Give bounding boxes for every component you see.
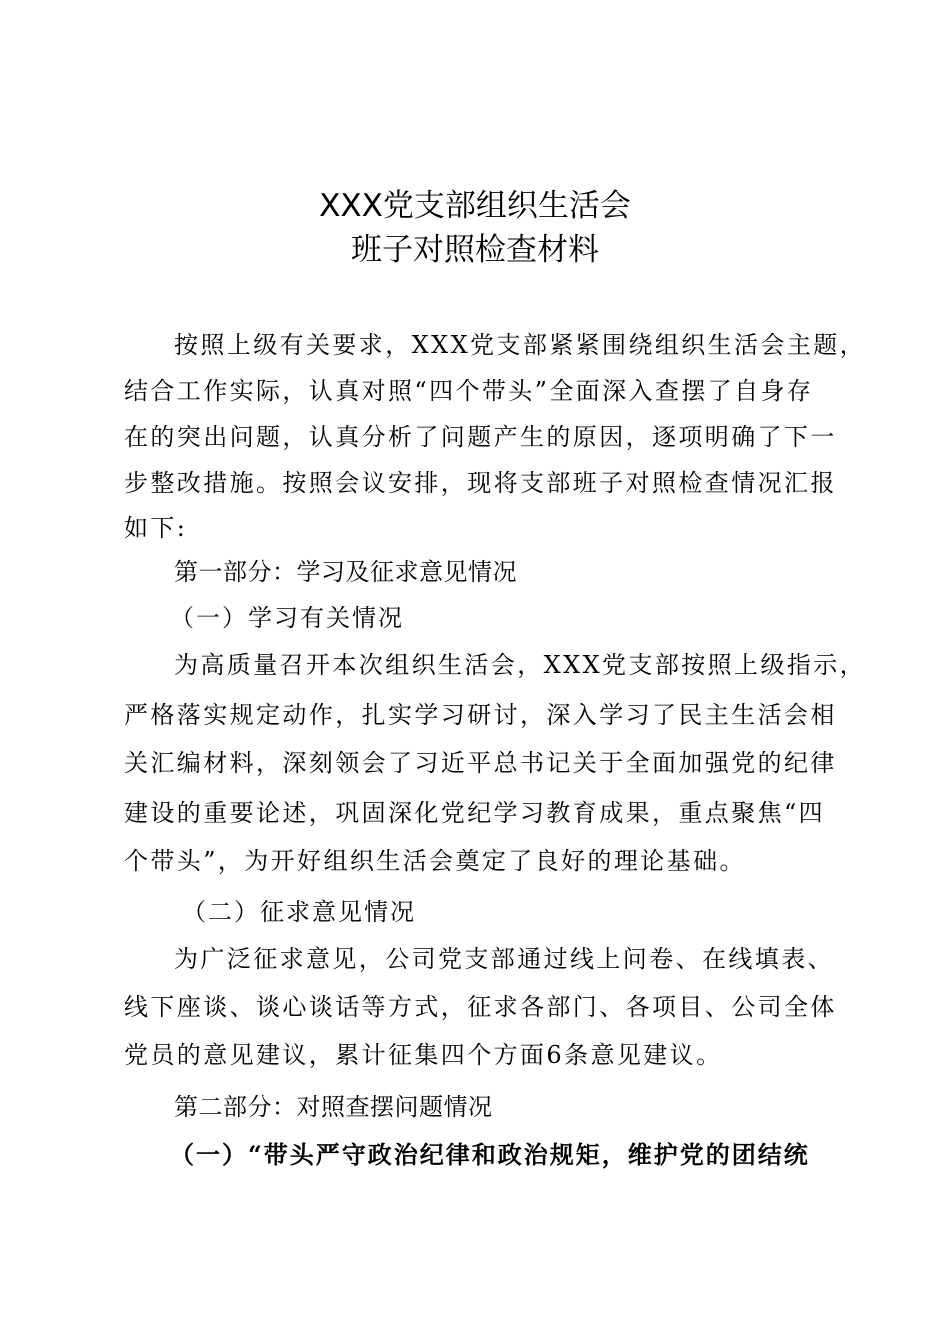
paragraph-line: 为高质量召开本次组织生活会，XXX党支部按照上级指示， <box>174 651 867 679</box>
paragraph-line: 线下座谈、谈心谈话等方式，征求各部门、各项目、公司全体 <box>124 993 837 1021</box>
intro-line: 按照上级有关要求，XXX党支部紧紧围绕组织生活会主题， <box>174 331 867 359</box>
part2-sub1-heading: （一）“带头严守政治纪律和政治规矩，维护党的团结统 <box>170 1140 810 1169</box>
intro-line: 在的突出问题，认真分析了问题产生的原因，逐项明确了下一 <box>124 423 837 451</box>
paragraph-line: 关汇编材料，深刻领会了习近平总书记关于全面加强党的纪律 <box>124 749 837 777</box>
intro-line: 如下: <box>124 514 188 542</box>
part1-sub1-heading: （一）学习有关情况 <box>170 604 404 632</box>
paragraph-line: 个带头”，为开好组织生活会奠定了良好的理论基础。 <box>124 847 746 875</box>
part2-heading: 第二部分：对照查摆问题情况 <box>174 1093 493 1121</box>
intro-line: 结合工作实际，认真对照“四个带头”全面深入查摆了自身存 <box>124 377 814 405</box>
paragraph-line: 严格落实规定动作，扎实学习研讨，深入学习了民主生活会相 <box>124 701 837 729</box>
document-title-line1: XXX党支部组织生活会 <box>319 188 631 224</box>
intro-line: 步整改措施。按照会议安排，现将支部班子对照检查情况汇报 <box>124 469 837 497</box>
paragraph-line: 党员的意见建议，累计征集四个方面6条意见建议。 <box>124 1041 723 1069</box>
part1-heading: 第一部分：学习及征求意见情况 <box>174 558 517 586</box>
part1-sub2-heading: （二）征求意见情况 <box>182 898 416 926</box>
document-title-line2: 班子对照检查材料 <box>351 232 599 268</box>
paragraph-line: 建设的重要论述，巩固深化党纪学习教育成果，重点聚焦“四 <box>124 799 826 827</box>
paragraph-line: 为广泛征求意见，公司党支部通过线上问卷、在线填表、 <box>174 945 834 973</box>
